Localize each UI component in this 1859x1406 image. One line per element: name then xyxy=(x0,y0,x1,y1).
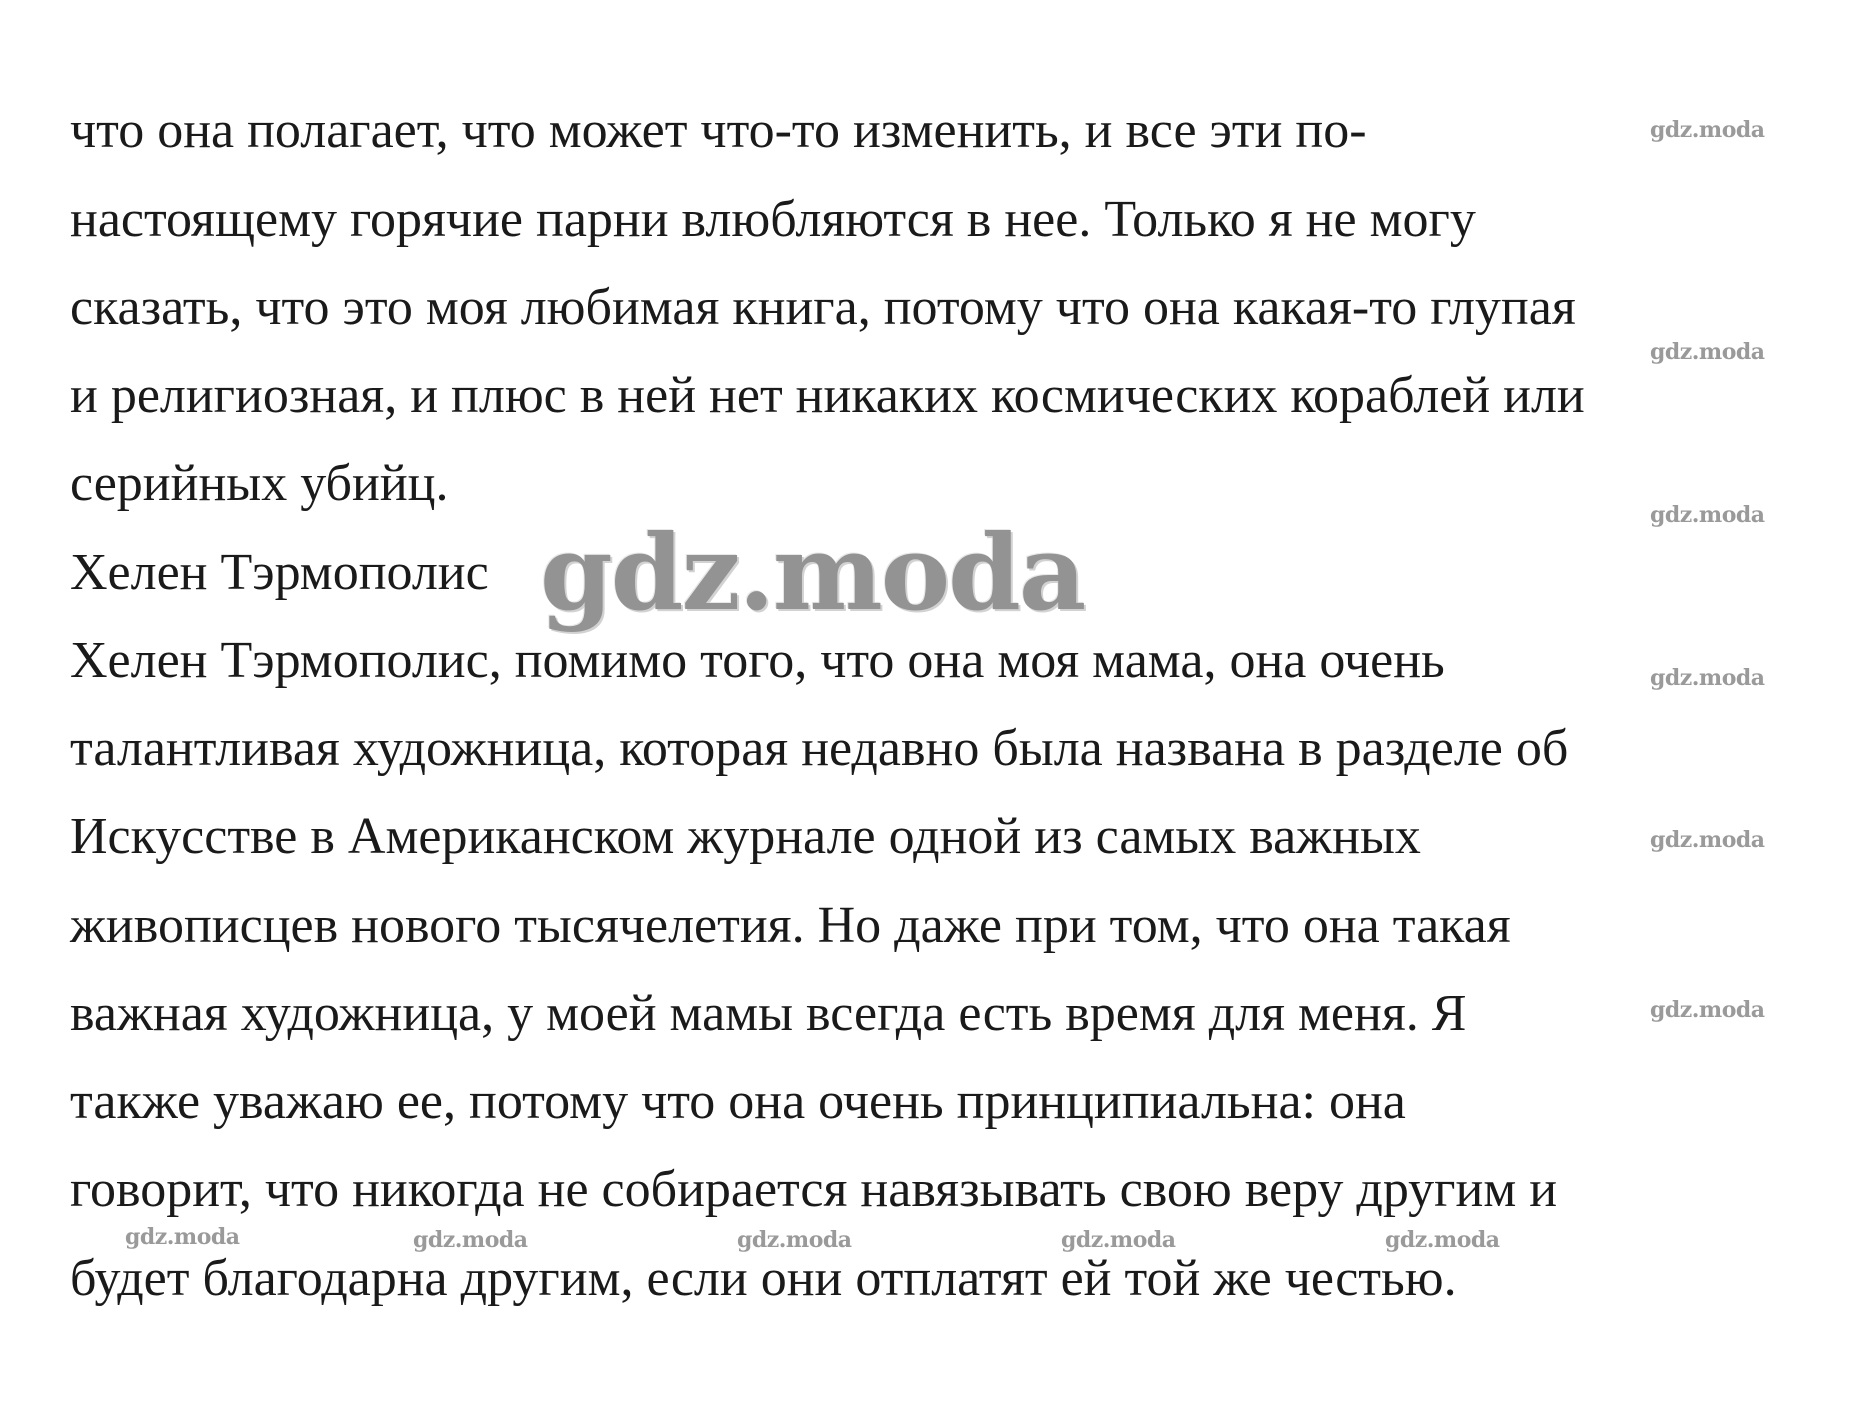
text-line-1: что она полагает, что может что-то изменить, и все эти по- xyxy=(70,102,1367,159)
watermark-small: gdz.moda xyxy=(1385,1227,1500,1253)
watermark-small: gdz.moda xyxy=(1650,502,1765,528)
text-line-10: живописцев нового тысячелетия. Но даже при том, что она такая xyxy=(70,897,1511,954)
text-line-5: серийных убийц. xyxy=(70,455,449,512)
text-line-11: важная художница, у моей мамы всегда есть время для меня. Я xyxy=(70,985,1467,1042)
text-line-7: Хелен Тэрмополис, помимо того, что она моя мама, она очень xyxy=(70,632,1445,689)
watermark-small: gdz.moda xyxy=(1650,827,1765,853)
watermark-small: gdz.moda xyxy=(125,1224,240,1250)
text-line-2: настоящему горячие парни влюбляются в нее. Только я не могу xyxy=(70,191,1476,248)
watermark-small: gdz.moda xyxy=(737,1227,852,1253)
text-line-3: сказать, что это моя любимая книга, потому что она какая-то глупая xyxy=(70,279,1576,336)
text-line-9: Искусстве в Американском журнале одной из самых важных xyxy=(70,808,1421,865)
text-line-14: будет благодарна другим, если они отплатят ей той же честью. xyxy=(70,1250,1457,1307)
watermark-small: gdz.moda xyxy=(413,1227,528,1253)
watermark-large: gdz.moda xyxy=(540,511,1085,634)
text-line-4: и религиозная, и плюс в ней нет никаких космических кораблей или xyxy=(70,367,1585,424)
watermark-small: gdz.moda xyxy=(1650,117,1765,143)
watermark-small: gdz.moda xyxy=(1650,997,1765,1023)
text-line-13: говорит, что никогда не собирается навязывать свою веру другим и xyxy=(70,1161,1558,1218)
text-line-8: талантливая художница, которая недавно была названа в разделе об xyxy=(70,720,1569,777)
text-line-12: также уважаю ее, потому что она очень принципиальна: она xyxy=(70,1073,1406,1130)
heading-name: Хелен Тэрмополис xyxy=(70,544,489,601)
watermark-small: gdz.moda xyxy=(1650,339,1765,365)
watermark-small: gdz.moda xyxy=(1061,1227,1176,1253)
watermark-small: gdz.moda xyxy=(1650,665,1765,691)
